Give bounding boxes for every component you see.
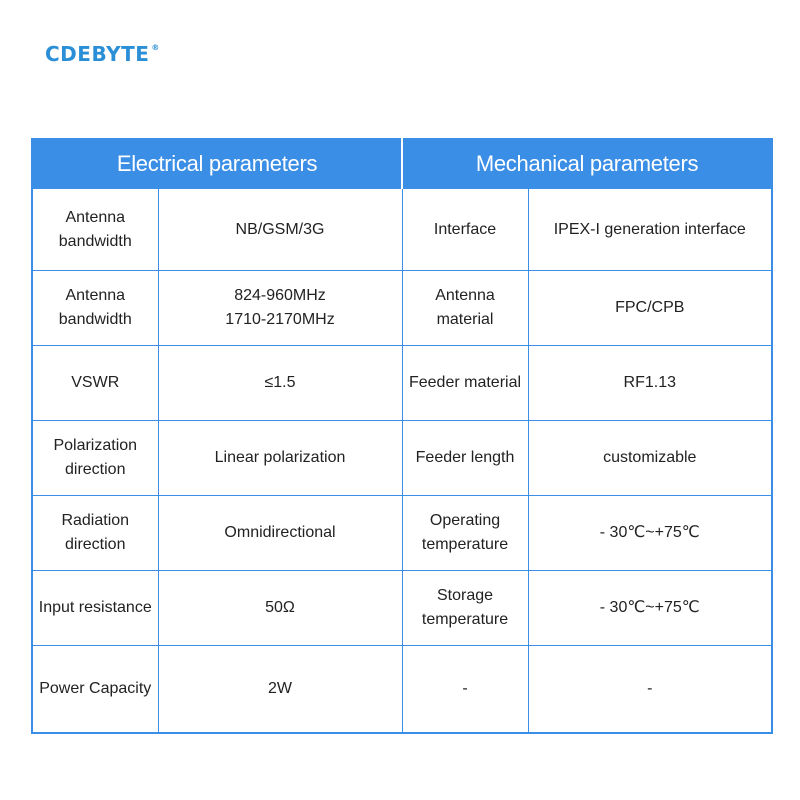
- mechanical-label: -: [402, 646, 528, 734]
- header-mechanical: Mechanical parameters: [402, 139, 772, 189]
- electrical-value: Linear polarization: [158, 421, 402, 496]
- electrical-label: Input resistance: [32, 571, 158, 646]
- electrical-value: 50Ω: [158, 571, 402, 646]
- table-row: [32, 346, 772, 421]
- electrical-value: 2W: [158, 646, 402, 734]
- mechanical-value: customizable: [528, 421, 772, 496]
- table-row: [32, 421, 772, 496]
- brand-logo: [45, 42, 160, 66]
- mechanical-value: RF1.13: [528, 346, 772, 421]
- electrical-value: ≤1.5: [158, 346, 402, 421]
- mechanical-label: Antenna material: [402, 271, 528, 346]
- mechanical-value: IPEX-I generation interface: [528, 189, 772, 271]
- electrical-value: 824-960MHz 1710-2170MHz: [158, 271, 402, 346]
- table-row: [32, 571, 772, 646]
- mechanical-label: Interface: [402, 189, 528, 271]
- mechanical-label: Storage temperature: [402, 571, 528, 646]
- electrical-value: Omnidirectional: [158, 496, 402, 571]
- electrical-label: Polarization direction: [32, 421, 158, 496]
- mechanical-label: Feeder length: [402, 421, 528, 496]
- mechanical-label: Feeder material: [402, 346, 528, 421]
- registered-mark: ®: [151, 43, 160, 52]
- table-header-row: [32, 139, 772, 189]
- electrical-label: Antenna bandwidth: [32, 189, 158, 271]
- electrical-label: Radiation direction: [32, 496, 158, 571]
- mechanical-value: - 30℃~+75℃: [528, 496, 772, 571]
- mechanical-value: FPC/CPB: [528, 271, 772, 346]
- mechanical-label: Operating temperature: [402, 496, 528, 571]
- electrical-value: NB/GSM/3G: [158, 189, 402, 271]
- header-electrical: Electrical parameters: [32, 139, 402, 189]
- table-row: [32, 646, 772, 734]
- mechanical-value: - 30℃~+75℃: [528, 571, 772, 646]
- table-row: [32, 271, 772, 346]
- brand-name: CDEBYTE: [45, 42, 150, 66]
- electrical-label: VSWR: [32, 346, 158, 421]
- electrical-label: Antenna bandwidth: [32, 271, 158, 346]
- spec-table: [31, 138, 773, 734]
- table-row: [32, 189, 772, 271]
- mechanical-value: -: [528, 646, 772, 734]
- electrical-label: Power Capacity: [32, 646, 158, 734]
- table-row: [32, 496, 772, 571]
